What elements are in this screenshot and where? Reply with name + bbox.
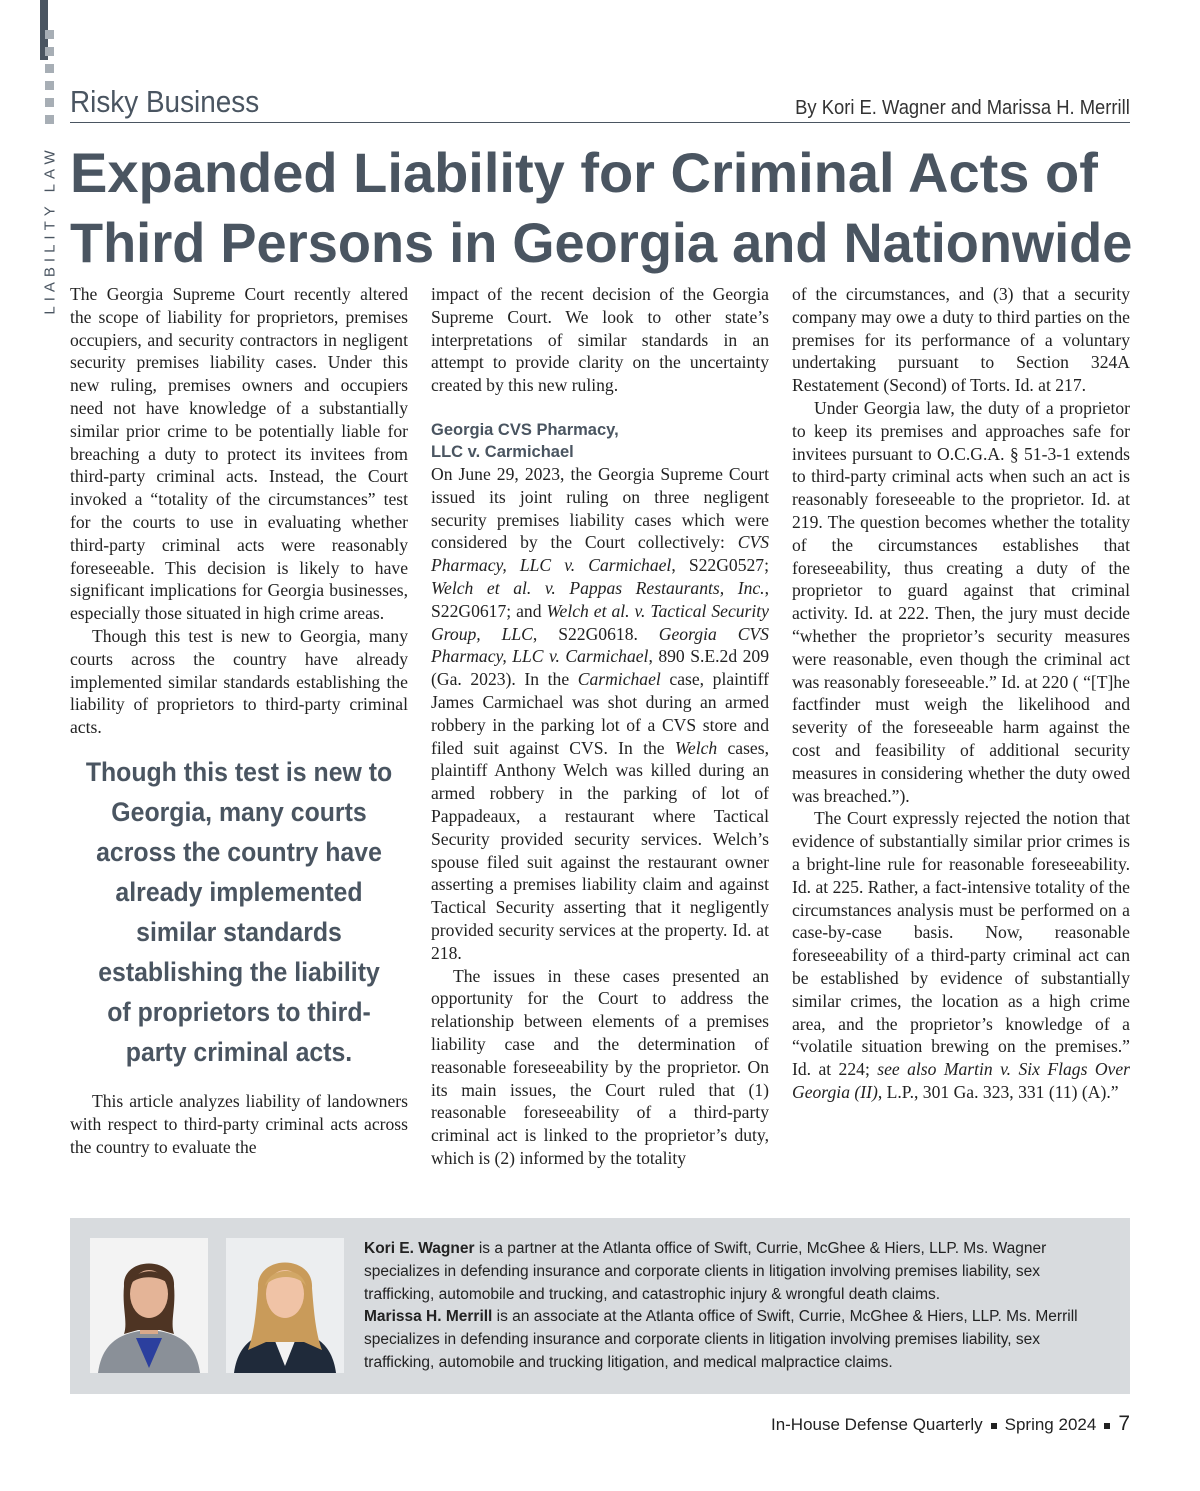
sidebar-decoration <box>45 30 54 132</box>
section-vertical-label: LIABILITY LAW <box>41 145 59 315</box>
case-citation: Welch et al. v. Pappas Restaurants, Inc. <box>431 577 765 598</box>
case-name: Welch <box>674 737 718 758</box>
case-citation: CVS Pharmacy, LLC v. Carmichael <box>431 532 769 576</box>
case-citation: Welch et al. v. Tactical Security Group, LLC <box>431 600 769 644</box>
paragraph: This article analyzes liability of landowners with respect to third-party criminal acts across the country to evaluate the <box>70 1090 408 1157</box>
paragraph: of the circumstances, and (3) that a security company may owe a duty to third parties on the premises for its performance of a voluntary undertaking pursuant to Section 324A Restatement (Second) of Torts. Id. at 217. <box>792 284 1130 396</box>
author-bios <box>364 1238 1109 1375</box>
paragraph: Though this test is new to Georgia, many courts across the country have already implemented similar standards establishing the liability of proprietors to third-party criminal acts. <box>70 625 408 738</box>
author-photo-marissa-merrill <box>226 1238 344 1373</box>
pull-quote: Though this test is new to Georgia, many courts across the country have already implemented similar standards establishing the liability of proprietors to third-party criminal acts. <box>85 756 393 1067</box>
case-name: Carmichael <box>577 669 661 690</box>
page-header <box>70 84 1130 123</box>
subheading-line-2: LLC v. Carmichael <box>431 442 574 461</box>
paragraph: On June 29, 2023, the Georgia Supreme Court issued its joint ruling on three negligent security premises liability cases which were considered by the Court collectively: CVS Pharmacy, LLC v. Carmichael, S22G0527; Welch et al. v. Pappas Restaurants, Inc., S22G0617; and Welch et al. v. Tactical Security Group, LLC, S22G0618. Georgia CVS Pharmacy, LLC v. Carmichael, 890 S.E.2d 209 (Ga. 2023). In the Carmichael case, plaintiff James Carmichael was shot during an armed robbery in the parking lot of a CVS store and filed suit against CVS. In the Welch cases, plaintiff Anthony Welch was killed during an armed robbery in the parking of lot of Pappadeaux, a restaurant where Tactical Security provided security services. Welch’s spouse filed suit against the restaurant owner asserting a premises liability claim and against Tactical Security asserting that it negligently provided security services at the property. Id. at 218. <box>431 463 769 963</box>
author-photo-kori-wagner <box>90 1238 208 1373</box>
paragraph: impact of the recent decision of the Georgia Supreme Court. We look to other state’s interpretations of similar standards in an attempt to provide clarity on the uncertainty created by this new ruling. <box>431 284 769 396</box>
article-headline <box>70 138 1132 278</box>
author-name: Kori E. Wagner <box>364 1240 475 1257</box>
section-subheading <box>431 419 769 463</box>
byline: By Kori E. Wagner and Marissa H. Merrill <box>795 97 1130 119</box>
headline-line-2: Third Persons in Georgia and Nationwide <box>70 211 1133 274</box>
subheading-line-1: Georgia CVS Pharmacy, <box>431 420 619 439</box>
issue-date: Spring 2024 <box>1004 1415 1097 1434</box>
author-bio-1: Kori E. Wagner is a partner at the Atlanta office of Swift, Currie, McGhee & Hiers, LLP. Ms. Wagner specializes in defending insurance and corporate clients in litigation involving premises liability, sex trafficking, automobile and trucking, and catastrophic injury & wrongful death claims. <box>364 1240 1047 1303</box>
article-column-2 <box>431 283 769 1170</box>
column-title: Risky Business <box>70 84 260 119</box>
article-column-3 <box>792 283 1130 1104</box>
publication-name: In-House Defense Quarterly <box>770 1415 983 1434</box>
article-column-1 <box>70 283 408 1158</box>
page-footer <box>771 1412 1130 1436</box>
separator-bullet <box>991 1423 997 1429</box>
author-name: Marissa H. Merrill <box>364 1308 493 1326</box>
paragraph: The Court expressly rejected the notion that evidence of substantially similar prior crimes is a bright-line rule for reasonable foreseeability. Id. at 225. Rather, a fact-intensive totality of the circumstances analysis must be performed on a case-by-case basis. Now, reasonable foreseeability of a third-party criminal act can be established by evidence of substantially similar crimes, the location as a high crime area, and the proprietor’s knowledge of a “volatile situation brewing on the premises.” Id. at 224; see also Martin v. Six Flags Over Georgia (II), L.P., 301 Ga. 323, 331 (11) (A).” <box>792 808 1130 1102</box>
author-bio-2: Marissa H. Merrill is an associate at the Atlanta office of Swift, Currie, McGhee & Hiers, LLP. Ms. Merrill specializes in defending insurance and corporate clients in litigation involving premises liability, sex trafficking, automobile and trucking litigation, and medical malpractice claims. <box>364 1308 1078 1371</box>
case-citation: Georgia CVS Pharmacy, LLC v. Carmichael <box>431 623 769 667</box>
page-number: 7 <box>1118 1412 1130 1435</box>
paragraph: Under Georgia law, the duty of a proprietor to keep its premises and approaches safe for invitees pursuant to O.C.G.A. § 51-3-1 extends to third-party criminal acts when such an act is reasonably foreseeable to the proprietor. Id. at 219. The question becomes whether the totality of the circumstances establishes that foreseeability, thus creating a duty of the proprietor to guard against that criminal activity. Id. at 222. Then, the jury must decide “whether the proprietor’s security measures were reasonable, even though the criminal act was reasonably foreseeable.” Id. at 220 ( “[T]he factfinder must weigh the likelihood and severity of the foreseeable harm against the cost and feasibility of additional security measures in considering whether the duty owed was breached.”). <box>792 397 1130 806</box>
paragraph: The Georgia Supreme Court recently altered the scope of liability for proprietors, premises occupiers, and security contractors in negligent security premises liability cases. Under this new ruling, premises owners and occupiers need not have knowledge of a substantially similar prior crime to be potentially liable for breaching a duty to protect its invitees from third-party criminal acts. Instead, the Court invoked a “totality of the circumstances” test for the courts to use in evaluating whether third-party criminal acts were reasonably foreseeable. This decision is likely to have significant implications for Georgia businesses, especially those situated in high crime areas. <box>70 284 408 624</box>
paragraph: The issues in these cases presented an opportunity for the Court to address the relationship between elements of a premises liability case and the determination of reasonable foreseeability by the proprietor. On its main issues, the Court ruled that (1) reasonable foreseeability of a third-party criminal act is linked to the proprietor’s duty, which is (2) informed by the totality <box>431 965 769 1168</box>
author-bio-box <box>70 1218 1130 1394</box>
separator-bullet <box>1104 1423 1110 1429</box>
case-citation: see also Martin v. Six Flags Over Georgia (II) <box>792 1059 1130 1102</box>
headline-line-1: Expanded Liability for Criminal Acts of <box>70 141 1098 204</box>
